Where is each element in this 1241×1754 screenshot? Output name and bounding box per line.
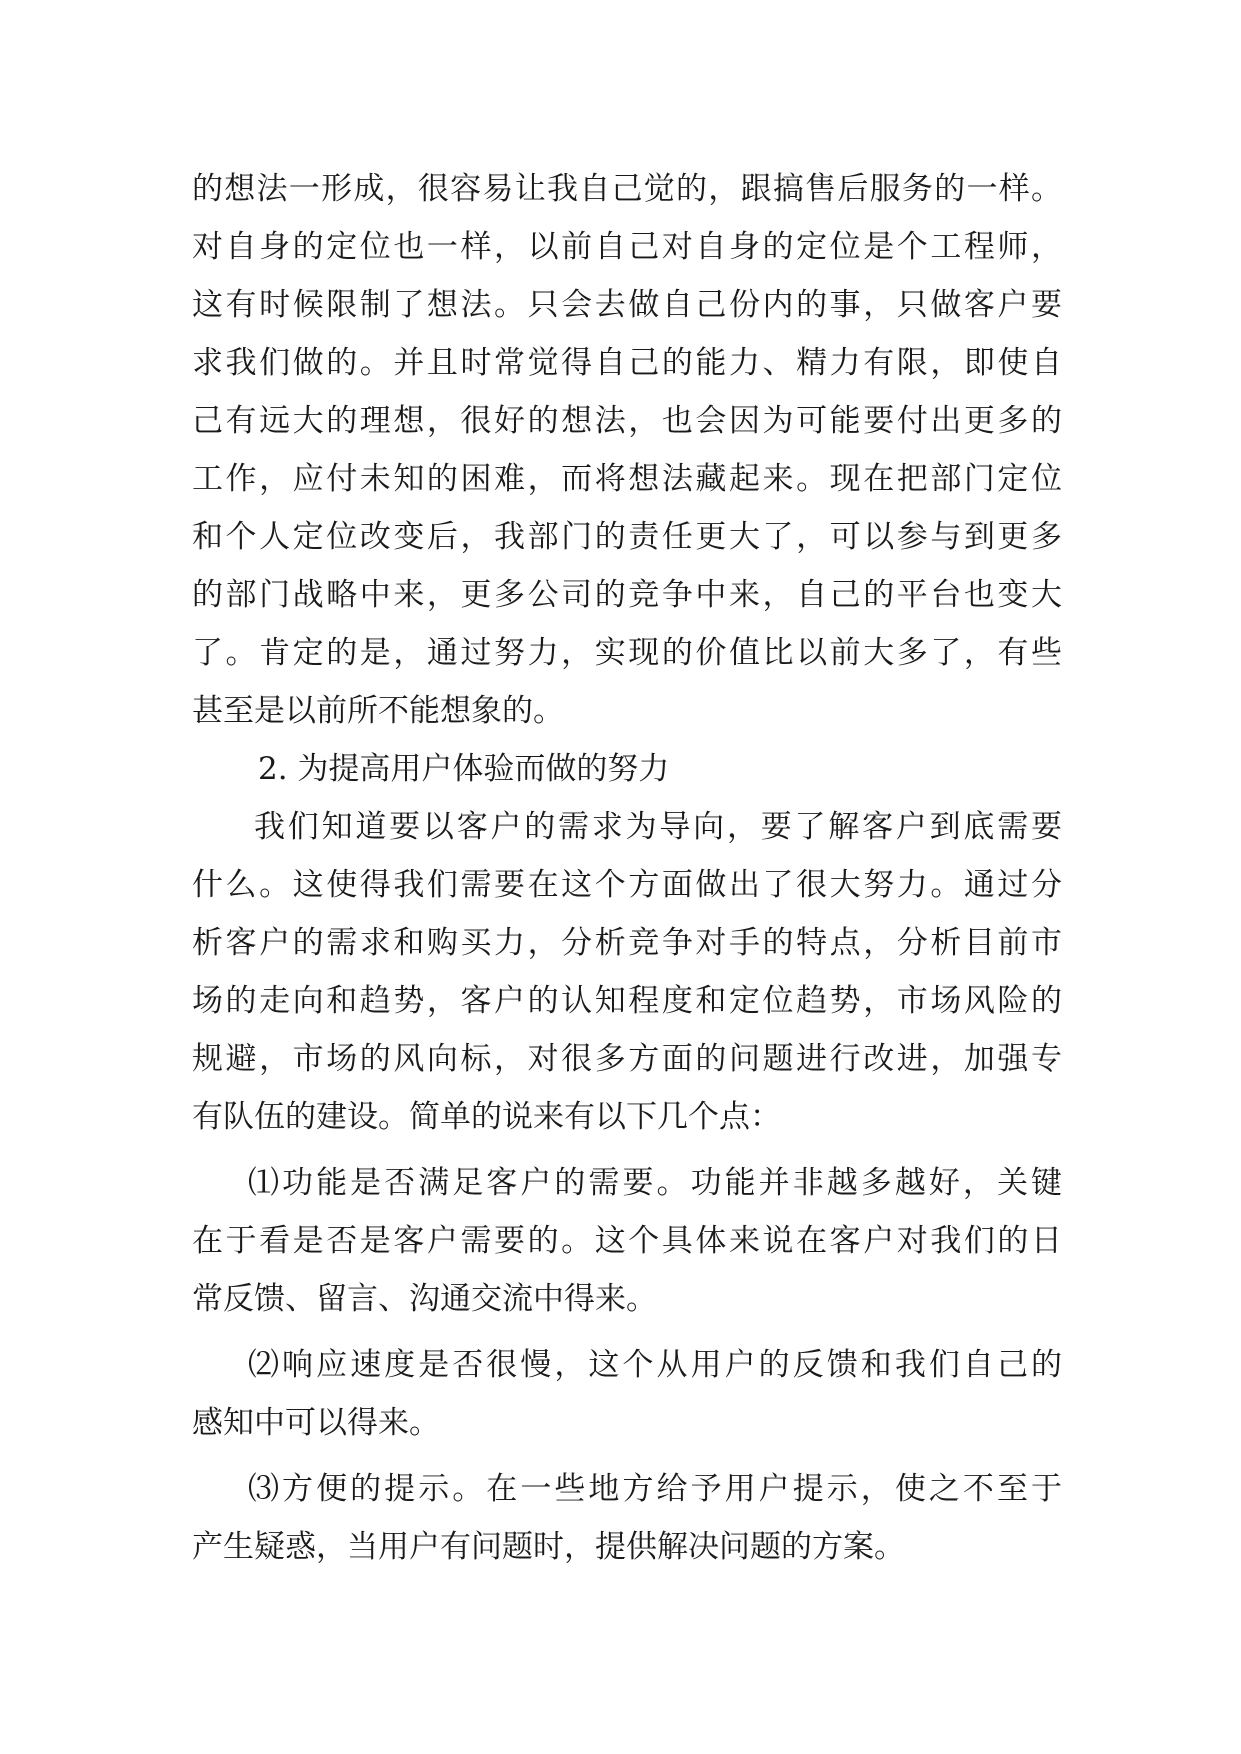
- text-line: 的部门战略中来，更多公司的竞争中来，自己的平台也变大: [192, 577, 1062, 613]
- paragraph-continuation: [192, 160, 1062, 740]
- text-line: 常反馈、留言、沟通交流中得来。: [192, 1281, 657, 1317]
- paragraph-user-experience: [192, 798, 1062, 1146]
- list-item-1: [192, 1154, 1062, 1328]
- text-line: ⑴功能是否满足客户的需要。功能并非越多越好，关键: [248, 1165, 1062, 1201]
- text-line: 对自身的定位也一样，以前自己对自身的定位是个工程师，: [192, 229, 1062, 265]
- text-line: 了。肯定的是，通过努力，实现的价值比以前大多了，有些: [192, 635, 1062, 671]
- text-line: 和个人定位改变后，我部门的责任更大了，可以参与到更多: [192, 519, 1062, 555]
- text-line: ⑵响应速度是否很慢，这个从用户的反馈和我们自己的: [248, 1347, 1062, 1383]
- text-line: 产生疑惑，当用户有问题时，提供解决问题的方案。: [192, 1529, 905, 1565]
- text-line: ⑶方便的提示。在一些地方给予用户提示，使之不至于: [248, 1471, 1062, 1507]
- text-line: 求我们做的。并且时常觉得自己的能力、精力有限，即使自: [192, 345, 1062, 381]
- text-line: 感知中可以得来。: [192, 1405, 440, 1441]
- text-line: 规避，市场的风向标，对很多方面的问题进行改进，加强专: [192, 1041, 1062, 1077]
- text-line: 在于看是否是客户需要的。这个具体来说在客户对我们的日: [192, 1223, 1062, 1259]
- text-line: 我们知道要以客户的需求为导向，要了解客户到底需要: [254, 809, 1062, 845]
- text-line: 这有时候限制了想法。只会去做自己份内的事，只做客户要: [192, 287, 1062, 323]
- text-line: 甚至是以前所不能想象的。: [192, 693, 564, 729]
- list-item-3: [192, 1460, 1062, 1576]
- text-line: 的想法一形成，很容易让我自己觉的，跟搞售后服务的一样。: [192, 171, 1062, 207]
- text-line: 己有远大的理想，很好的想法，也会因为可能要付出更多的: [192, 403, 1062, 439]
- text-line: 工作，应付未知的困难，而将想法藏起来。现在把部门定位: [192, 461, 1062, 497]
- document-body: [192, 160, 1062, 1576]
- text-line: 什么。这使得我们需要在这个方面做出了很大努力。通过分: [192, 867, 1062, 903]
- list-item-2: [192, 1336, 1062, 1452]
- section-heading: 2. 为提高用户体验而做的努力: [258, 751, 670, 787]
- text-line: 有队伍的建设。简单的说来有以下几个点：: [192, 1099, 781, 1135]
- text-line: 析客户的需求和购买力，分析竞争对手的特点，分析目前市: [192, 925, 1062, 961]
- text-line: 场的走向和趋势，客户的认知程度和定位趋势，市场风险的: [192, 983, 1062, 1019]
